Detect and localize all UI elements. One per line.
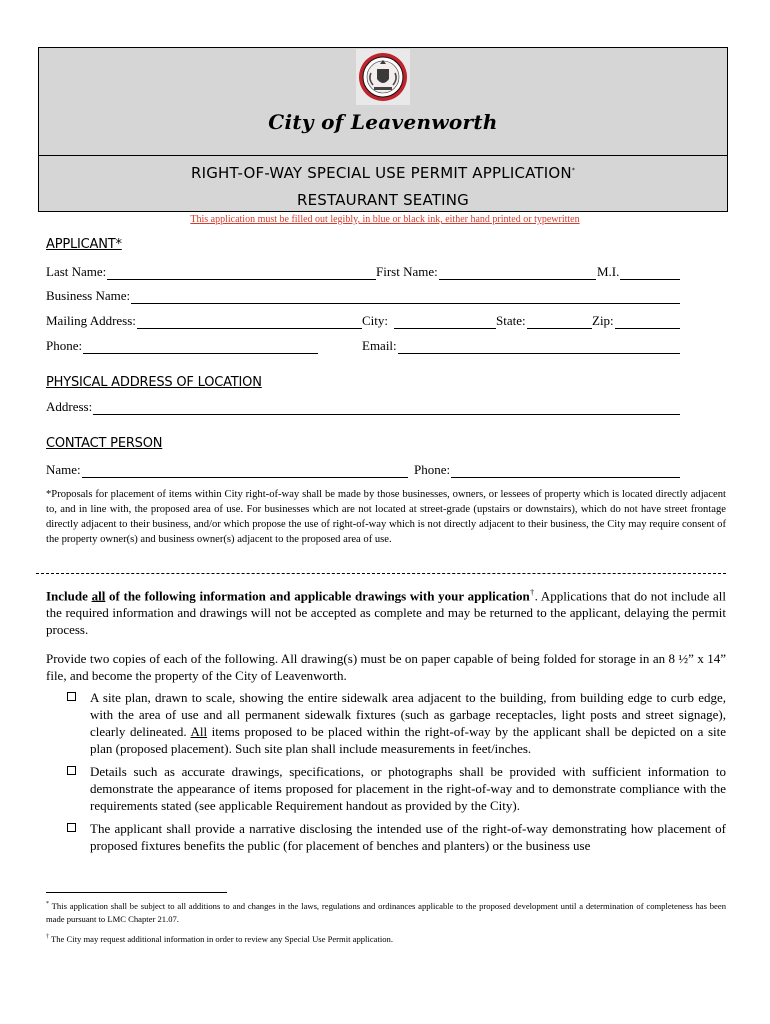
applicant-phone-label: Phone: xyxy=(46,338,83,353)
copies-instruction: Provide two copies of each of the following. All drawing(s) must be on paper capable of being folded for storage in an 8 ½” x 14” file, and become the property of the City of Leavenworth. xyxy=(46,651,726,683)
mi-line[interactable] xyxy=(620,266,680,280)
footnote-1-mark: * xyxy=(46,901,49,907)
checklist-text-underlined: All xyxy=(190,724,208,739)
first-name-label: First Name: xyxy=(376,264,438,279)
checklist-item xyxy=(68,763,726,814)
phone-email-row xyxy=(46,338,680,354)
applicant-heading: APPLICANT* xyxy=(46,237,122,252)
location-address-label: Address: xyxy=(46,399,93,414)
location-heading: PHYSICAL ADDRESS OF LOCATION xyxy=(46,375,262,390)
email-line[interactable] xyxy=(398,340,680,354)
narrative-checkbox[interactable] xyxy=(67,823,76,832)
include-instruction xyxy=(46,584,726,638)
location-address-line[interactable] xyxy=(93,401,680,415)
contact-name-label: Name: xyxy=(46,462,81,477)
business-name-line[interactable] xyxy=(131,290,680,304)
footnote-2 xyxy=(46,931,726,946)
details-checkbox[interactable] xyxy=(67,766,76,775)
state-line[interactable] xyxy=(527,315,592,329)
footnote-2-mark: † xyxy=(46,934,49,940)
city-seal-icon xyxy=(355,48,411,106)
applicant-phone-field[interactable] xyxy=(46,338,318,354)
mi-field[interactable] xyxy=(597,264,680,280)
checklist-item-text xyxy=(90,689,726,757)
footnote-rule xyxy=(46,892,227,893)
business-name-field[interactable] xyxy=(46,288,680,304)
permit-title: RIGHT-OF-WAY SPECIAL USE PERMIT APPLICATION xyxy=(190,164,572,182)
zip-label: Zip: xyxy=(592,313,614,328)
city-label: City: xyxy=(362,313,389,328)
first-name-line[interactable] xyxy=(439,266,596,280)
contact-name-line[interactable] xyxy=(82,464,408,478)
mi-label: M.I. xyxy=(597,264,620,279)
last-name-field[interactable] xyxy=(46,264,376,280)
header-divider xyxy=(39,155,727,156)
permit-title-footnote-mark: * xyxy=(571,167,576,174)
include-tail: . Applications that do not include all the required information and drawings will not be accepted as complete and may be returned to the applicant, delaying the permit process. xyxy=(46,588,726,638)
include-pre: Include xyxy=(46,588,92,604)
mailing-address-line[interactable] xyxy=(137,315,362,329)
zip-line[interactable] xyxy=(615,315,680,329)
legibility-notice: This application must be filled out legibly, in blue or black ink, either hand printed or typewritten xyxy=(190,214,580,225)
include-footnote-mark: † xyxy=(529,588,535,597)
first-name-field[interactable] xyxy=(376,264,596,280)
mailing-address-label: Mailing Address: xyxy=(46,313,136,328)
proposal-note: *Proposals for placement of items within City right-of-way shall be made by those businesses, owners, or lessees of property which is located directly adjacent to, and in line with, the proposed area of use. For businesses which are not located at street-grade (upstairs or downstairs), which do not have street frontage directly adjacent to their business, and/or which propose the use of right-of-way which is not directly adjacent to their business, the City may require consent of the property owner(s) and business owner(s) adjacent to the proposed area of use. xyxy=(46,489,726,545)
city-field[interactable] xyxy=(362,313,496,329)
contact-phone-field[interactable] xyxy=(414,462,680,478)
footnote-1 xyxy=(46,898,726,926)
include-all: all xyxy=(91,588,106,604)
include-bold-rest: of the following information and applicable drawings with your application xyxy=(105,588,530,604)
location-address-field[interactable] xyxy=(46,399,680,415)
form-header xyxy=(38,47,728,212)
business-name-label: Business Name: xyxy=(46,288,131,303)
section-separator xyxy=(36,573,726,574)
last-name-label: Last Name: xyxy=(46,264,107,279)
checklist-item-text: Details such as accurate drawings, specifications, or photographs shall be provided with sufficient information to demonstrate the appearance of items proposed for placement in the right-of-way and to demonstrate compliance with the requirements stated (see applicable Requirement handout as provided by the City). xyxy=(90,764,726,813)
zip-field[interactable] xyxy=(592,313,680,329)
footnote-1-text: This application shall be subject to all additions to and changes in the laws, regulations and ordinances applicable to the proposed development until a determination of completeness has been made pursuant to LMC Chapter 21.07. xyxy=(46,900,726,924)
applicant-phone-line[interactable] xyxy=(83,340,318,354)
last-name-line[interactable] xyxy=(107,266,376,280)
applicant-name-row xyxy=(46,264,680,280)
state-field[interactable] xyxy=(496,313,592,329)
checklist-text-post: items proposed to be placed within the right-of-way by the applicant shall be depicted on a site plan (proposed placement). Such site plan shall include measurements in feet/inches. xyxy=(90,724,727,756)
city-title: City of Leavenworth xyxy=(268,110,498,134)
contact-phone-line[interactable] xyxy=(451,464,680,478)
permit-subtitle: RESTAURANT SEATING xyxy=(296,191,469,209)
city-line[interactable] xyxy=(394,315,496,329)
location-address-row xyxy=(46,399,680,415)
state-label: State: xyxy=(496,313,526,328)
email-label: Email: xyxy=(362,338,397,353)
checklist-item-text: The applicant shall provide a narrative disclosing the intended use of the right-of-way demonstrating how placement of proposed fixtures benefits the public (for placement of benches and planters) or the business use xyxy=(90,821,726,853)
checklist-item xyxy=(68,689,726,757)
mailing-row xyxy=(46,313,680,329)
email-field[interactable] xyxy=(362,338,680,354)
contact-phone-label: Phone: xyxy=(414,462,451,477)
contact-heading: CONTACT PERSON xyxy=(46,436,163,451)
footnote-2-text: The City may request additional information in order to review any Special Use Permit application. xyxy=(49,933,393,944)
permit-title-row xyxy=(39,164,727,182)
contact-name-field[interactable] xyxy=(46,462,408,478)
contact-row xyxy=(46,462,680,478)
checklist-text-pre: A site plan, drawn to scale, showing the entire sidewalk area adjacent to the building, from building edge to curb edge, with the area of use and all permanent sidewalk fixtures (such as garbage receptacles, light posts and street signage), clearly delineated. xyxy=(90,690,726,739)
business-name-row xyxy=(46,288,680,304)
checklist-item xyxy=(68,820,726,854)
site-plan-checkbox[interactable] xyxy=(67,692,76,701)
mailing-address-field[interactable] xyxy=(46,313,362,329)
